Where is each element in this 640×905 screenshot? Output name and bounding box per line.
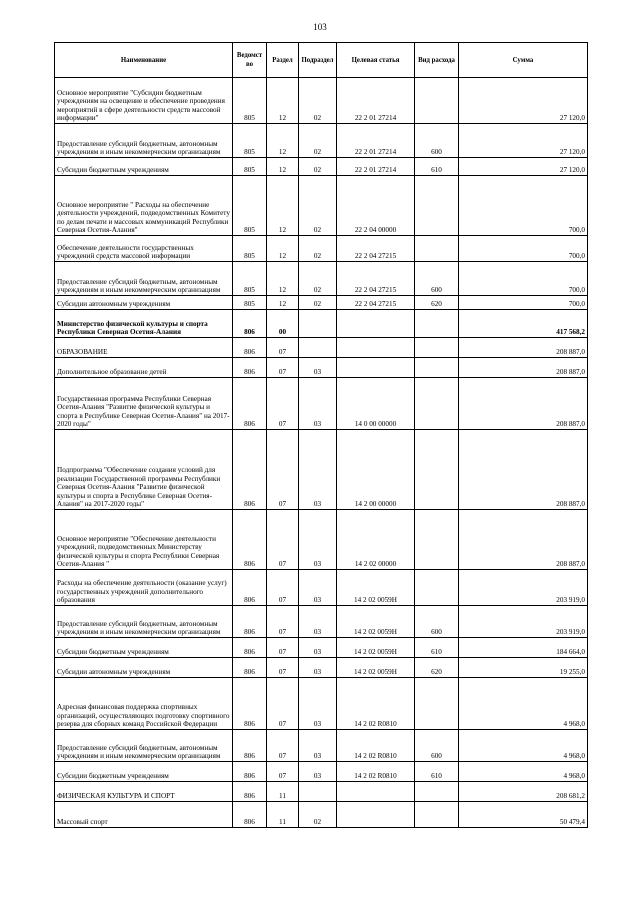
table-row: [55, 606, 588, 638]
row-section-cell: 12: [267, 158, 299, 176]
row-department-cell: 806: [233, 358, 267, 378]
row-name-cell: Субсидии бюджетным учреждениям: [55, 638, 233, 658]
row-target-article-cell: [337, 358, 415, 378]
row-section-cell: 07: [267, 570, 299, 606]
row-expense-type-cell: [415, 570, 459, 606]
row-section-cell: 11: [267, 782, 299, 802]
row-subsection-cell: [299, 782, 337, 802]
row-name-cell: Адресная финансовая поддержка спортивных организаций, осуществляющих подготовку спортивного резерва для сборных команд Российской Федерации: [55, 678, 233, 730]
row-department-cell: 806: [233, 430, 267, 510]
row-department-cell: 806: [233, 638, 267, 658]
row-amount-cell: 417 568,2: [459, 310, 588, 338]
row-target-article-cell: 14 0 00 00000: [337, 378, 415, 430]
budget-table: [54, 42, 588, 828]
row-department-cell: 805: [233, 78, 267, 124]
row-subsection-cell: 03: [299, 762, 337, 782]
row-target-article-cell: [337, 338, 415, 358]
row-section-cell: 07: [267, 762, 299, 782]
row-expense-type-cell: 620: [415, 296, 459, 310]
row-target-article-cell: [337, 310, 415, 338]
row-name-cell: Предоставление субсидий бюджетным, автономным учреждениям и иным некоммерческим организациям: [55, 124, 233, 158]
table-row: [55, 510, 588, 570]
row-target-article-cell: 22 2 04 27215: [337, 236, 415, 262]
table-row: [55, 802, 588, 828]
row-name-cell: Субсидии автономным учреждениям: [55, 658, 233, 678]
row-section-cell: 07: [267, 358, 299, 378]
row-target-article-cell: [337, 782, 415, 802]
row-amount-cell: 203 919,0: [459, 570, 588, 606]
row-amount-cell: 4 968,0: [459, 678, 588, 730]
row-expense-type-cell: 610: [415, 638, 459, 658]
row-target-article-cell: 14 2 00 00000: [337, 430, 415, 510]
table-row: [55, 124, 588, 158]
row-target-article-cell: 14 2 02 0059Н: [337, 658, 415, 678]
row-department-cell: 805: [233, 236, 267, 262]
row-department-cell: 806: [233, 310, 267, 338]
table-row: [55, 678, 588, 730]
row-name-cell: Обеспечение деятельности государственных учреждений средств массовой информации: [55, 236, 233, 262]
row-amount-cell: 208 887,0: [459, 358, 588, 378]
column-header-subsection: Подраздел: [299, 43, 337, 78]
row-department-cell: 805: [233, 296, 267, 310]
row-section-cell: 12: [267, 124, 299, 158]
row-department-cell: 806: [233, 802, 267, 828]
row-subsection-cell: 03: [299, 358, 337, 378]
row-amount-cell: 700,0: [459, 262, 588, 296]
table-row: [55, 658, 588, 678]
row-section-cell: 12: [267, 236, 299, 262]
row-target-article-cell: 22 2 04 27215: [337, 296, 415, 310]
row-department-cell: 806: [233, 782, 267, 802]
column-header-department: Ведомст во: [233, 43, 267, 78]
column-header-section: Раздел: [267, 43, 299, 78]
row-target-article-cell: 14 2 02 R0810: [337, 730, 415, 762]
row-expense-type-cell: [415, 802, 459, 828]
row-subsection-cell: 03: [299, 606, 337, 638]
row-section-cell: 12: [267, 78, 299, 124]
row-name-cell: Предоставление субсидий бюджетным, автономным учреждениям и иным некоммерческим организациям: [55, 606, 233, 638]
row-department-cell: 806: [233, 658, 267, 678]
row-expense-type-cell: 610: [415, 158, 459, 176]
table-row: [55, 262, 588, 296]
table-row: [55, 730, 588, 762]
row-name-cell: ФИЗИЧЕСКАЯ КУЛЬТУРА И СПОРТ: [55, 782, 233, 802]
row-section-cell: 07: [267, 430, 299, 510]
row-subsection-cell: 03: [299, 730, 337, 762]
row-name-cell: ОБРАЗОВАНИЕ: [55, 338, 233, 358]
row-subsection-cell: 02: [299, 124, 337, 158]
row-name-cell: Расходы на обеспечение деятельности (оказание услуг) государственных учреждений дополнительного образования: [55, 570, 233, 606]
row-section-cell: 12: [267, 262, 299, 296]
row-section-cell: 07: [267, 730, 299, 762]
row-expense-type-cell: [415, 678, 459, 730]
row-subsection-cell: [299, 310, 337, 338]
row-target-article-cell: 22 2 01 27214: [337, 78, 415, 124]
row-target-article-cell: 14 2 02 0059Н: [337, 570, 415, 606]
row-name-cell: Подпрограмма "Обеспечение создания условий для реализации Государственной программы Республики Северная Осетия-Алания "Развитие физической культуры и спорта в Республике Северная Осетия-Алания" на 2017-2020 годы": [55, 430, 233, 510]
table-row: [55, 762, 588, 782]
row-department-cell: 805: [233, 262, 267, 296]
row-subsection-cell: 03: [299, 570, 337, 606]
row-department-cell: 806: [233, 378, 267, 430]
row-target-article-cell: 22 2 04 00000: [337, 176, 415, 236]
row-expense-type-cell: 600: [415, 606, 459, 638]
row-expense-type-cell: [415, 510, 459, 570]
row-section-cell: 07: [267, 658, 299, 678]
row-name-cell: Субсидии бюджетным учреждениям: [55, 762, 233, 782]
row-name-cell: Дополнительное образование детей: [55, 358, 233, 378]
row-expense-type-cell: 600: [415, 730, 459, 762]
row-section-cell: 07: [267, 678, 299, 730]
row-target-article-cell: 14 2 02 00000: [337, 510, 415, 570]
table-row: [55, 78, 588, 124]
row-subsection-cell: 03: [299, 378, 337, 430]
column-header-name: Наименование: [55, 43, 233, 78]
column-header-amount: Сумма: [459, 43, 588, 78]
row-expense-type-cell: [415, 236, 459, 262]
row-section-cell: 07: [267, 638, 299, 658]
row-name-cell: Основное мероприятие "Обеспечение деятельности учреждений, подведомственных Министерству физической культуры и спорта Республики Северная Осетия-Алания ": [55, 510, 233, 570]
row-target-article-cell: 14 2 02 0059Н: [337, 606, 415, 638]
row-expense-type-cell: [415, 176, 459, 236]
row-name-cell: Основное мероприятие " Расходы на обеспечение деятельности учреждений, подведомственных Комитету по делам печати и массовых коммуникаций Республики Северная Осетия-Алания": [55, 176, 233, 236]
row-expense-type-cell: [415, 338, 459, 358]
row-department-cell: 806: [233, 678, 267, 730]
row-amount-cell: 208 887,0: [459, 510, 588, 570]
row-name-cell: Государственная программа Республики Северная Осетия-Алания "Развитие физической культуры и спорта в Республике Северная Осетия-Алания" на 2017-2020 годы": [55, 378, 233, 430]
row-section-cell: 07: [267, 378, 299, 430]
row-target-article-cell: 14 2 02 R0810: [337, 678, 415, 730]
row-expense-type-cell: [415, 782, 459, 802]
row-amount-cell: 4 968,0: [459, 762, 588, 782]
row-department-cell: 806: [233, 338, 267, 358]
table-row: [55, 236, 588, 262]
row-subsection-cell: 02: [299, 262, 337, 296]
row-department-cell: 806: [233, 606, 267, 638]
row-expense-type-cell: [415, 78, 459, 124]
table-row: [55, 176, 588, 236]
row-department-cell: 806: [233, 510, 267, 570]
row-amount-cell: 208 887,0: [459, 378, 588, 430]
table-row: [55, 296, 588, 310]
row-expense-type-cell: [415, 310, 459, 338]
row-target-article-cell: 22 2 01 27214: [337, 124, 415, 158]
row-name-cell: Предоставление субсидий бюджетным, автономным учреждениям и иным некоммерческим организациям: [55, 730, 233, 762]
row-subsection-cell: 03: [299, 678, 337, 730]
table-row: [55, 570, 588, 606]
table-row: [55, 638, 588, 658]
table-row: [55, 782, 588, 802]
table-row: [55, 358, 588, 378]
row-amount-cell: 700,0: [459, 236, 588, 262]
row-amount-cell: 50 479,4: [459, 802, 588, 828]
row-amount-cell: 4 968,0: [459, 730, 588, 762]
row-department-cell: 806: [233, 570, 267, 606]
row-subsection-cell: 02: [299, 176, 337, 236]
row-subsection-cell: 02: [299, 296, 337, 310]
row-expense-type-cell: 600: [415, 262, 459, 296]
table-row: [55, 338, 588, 358]
table-header-row: [55, 43, 588, 78]
row-section-cell: 07: [267, 510, 299, 570]
table-row: [55, 430, 588, 510]
row-amount-cell: 27 120,0: [459, 78, 588, 124]
row-amount-cell: 19 255,0: [459, 658, 588, 678]
row-section-cell: 12: [267, 176, 299, 236]
row-amount-cell: 208 887,0: [459, 338, 588, 358]
row-expense-type-cell: 610: [415, 762, 459, 782]
row-target-article-cell: 22 2 01 27214: [337, 158, 415, 176]
row-name-cell: Основное мероприятие "Субсидии бюджетным учреждениям на освещение и обеспечение проведения мероприятий в сфере деятельности средств массовой информации": [55, 78, 233, 124]
row-department-cell: 805: [233, 124, 267, 158]
row-amount-cell: 700,0: [459, 296, 588, 310]
table-row: [55, 158, 588, 176]
row-expense-type-cell: [415, 378, 459, 430]
row-subsection-cell: 02: [299, 158, 337, 176]
table-row: [55, 378, 588, 430]
row-amount-cell: 203 919,0: [459, 606, 588, 638]
row-target-article-cell: 22 2 04 27215: [337, 262, 415, 296]
row-subsection-cell: [299, 338, 337, 358]
row-subsection-cell: 03: [299, 430, 337, 510]
row-department-cell: 806: [233, 730, 267, 762]
row-expense-type-cell: [415, 430, 459, 510]
row-name-cell: Субсидии бюджетным учреждениям: [55, 158, 233, 176]
row-name-cell: Министерство физической культуры и спорта Республики Северная Осетия-Алания: [55, 310, 233, 338]
row-subsection-cell: 03: [299, 658, 337, 678]
row-amount-cell: 700,0: [459, 176, 588, 236]
row-subsection-cell: 03: [299, 638, 337, 658]
row-department-cell: 805: [233, 176, 267, 236]
row-expense-type-cell: 620: [415, 658, 459, 678]
row-amount-cell: 208 681,2: [459, 782, 588, 802]
row-section-cell: 12: [267, 296, 299, 310]
table-row: [55, 310, 588, 338]
row-subsection-cell: 02: [299, 802, 337, 828]
row-department-cell: 806: [233, 762, 267, 782]
row-subsection-cell: 02: [299, 78, 337, 124]
row-department-cell: 805: [233, 158, 267, 176]
row-section-cell: 07: [267, 338, 299, 358]
row-expense-type-cell: [415, 358, 459, 378]
row-amount-cell: 27 120,0: [459, 158, 588, 176]
row-expense-type-cell: 600: [415, 124, 459, 158]
row-amount-cell: 27 120,0: [459, 124, 588, 158]
page-number: 103: [313, 22, 327, 32]
row-name-cell: Массовый спорт: [55, 802, 233, 828]
row-name-cell: Предоставление субсидий бюджетным, автономным учреждениям и иным некоммерческим организациям: [55, 262, 233, 296]
row-section-cell: 07: [267, 606, 299, 638]
row-amount-cell: 208 887,0: [459, 430, 588, 510]
row-subsection-cell: 02: [299, 236, 337, 262]
column-header-expense-type: Вид расхода: [415, 43, 459, 78]
row-target-article-cell: 14 2 02 0059Н: [337, 638, 415, 658]
row-name-cell: Субсидии автономным учреждениям: [55, 296, 233, 310]
row-target-article-cell: 14 2 02 R0810: [337, 762, 415, 782]
table-body: [55, 78, 588, 828]
row-section-cell: 11: [267, 802, 299, 828]
row-amount-cell: 184 664,0: [459, 638, 588, 658]
row-target-article-cell: [337, 802, 415, 828]
row-subsection-cell: 03: [299, 510, 337, 570]
row-section-cell: 00: [267, 310, 299, 338]
column-header-target-article: Целевая статья: [337, 43, 415, 78]
